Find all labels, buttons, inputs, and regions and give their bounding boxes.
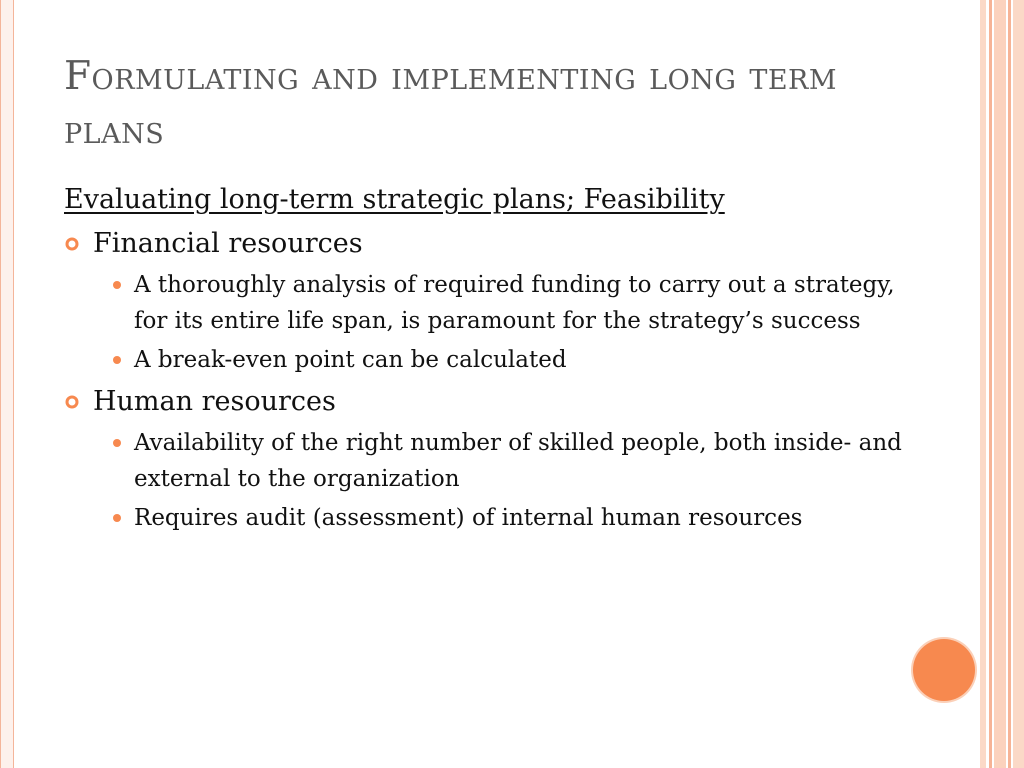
sub-bullet-text: Requires audit (assessment) of internal human resources — [134, 505, 803, 531]
sub-bullet — [112, 425, 924, 497]
dot-bullet-icon — [113, 281, 121, 289]
slide-body — [64, 180, 924, 536]
ring-bullet-icon — [65, 237, 79, 251]
subheading: Evaluating long-term strategic plans; Feasibility — [64, 184, 725, 215]
dot-bullet-icon — [113, 514, 121, 522]
sub-bullet-text: A break-even point can be calculated — [134, 347, 567, 373]
border-stripe — [994, 0, 1006, 768]
right-border-decoration — [980, 0, 1024, 768]
sub-bullet-text: A thoroughly analysis of required funding to carry out a strategy, for its entire life span, is paramount for the strategy’s success — [134, 272, 895, 334]
border-stripe — [1013, 0, 1024, 768]
bullet-label: Human resources — [93, 386, 336, 417]
slide-title: Formulating and implementing long term plans — [64, 54, 838, 153]
bullet-label: Financial resources — [93, 228, 363, 259]
bullet-human-resources — [64, 382, 924, 422]
dot-bullet-icon — [113, 356, 121, 364]
border-stripe — [1008, 0, 1011, 768]
border-stripe — [980, 0, 986, 768]
sub-bullet — [112, 342, 924, 378]
left-border-decoration — [0, 0, 14, 768]
sub-bullet — [112, 500, 924, 536]
border-stripe — [989, 0, 992, 768]
sub-bullet-text: Availability of the right number of skilled people, both inside- and external to the organization — [134, 430, 902, 492]
sub-bullet — [112, 267, 924, 339]
dot-bullet-icon — [113, 439, 121, 447]
ring-bullet-icon — [65, 395, 79, 409]
bullet-financial-resources — [64, 224, 924, 264]
orange-circle-decoration — [913, 639, 975, 701]
